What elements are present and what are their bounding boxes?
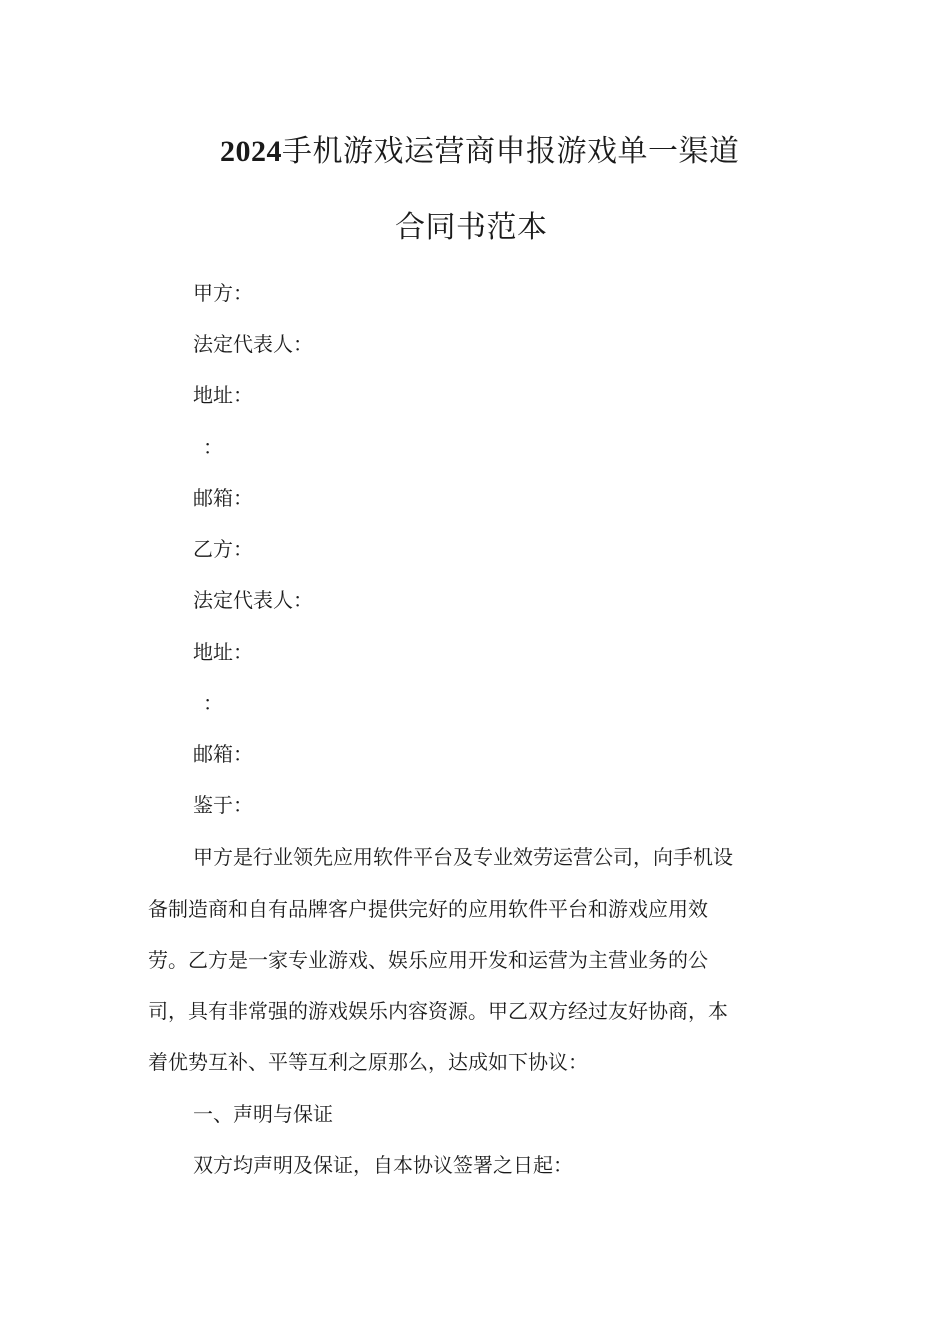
party-a-representative: 法定代表人： (193, 332, 313, 356)
party-a-email: 邮箱： (193, 486, 253, 510)
section-1-heading: 一、声明与保证 (193, 1102, 333, 1126)
party-b-email: 邮箱： (193, 742, 253, 766)
section-1-text: 双方均声明及保证，自本协议签署之日起： (193, 1153, 573, 1177)
intro-paragraph-line: 司，具有非常强的游戏娱乐内容资源。甲乙双方经过友好协商，本 (148, 999, 728, 1023)
party-a-label: 甲方： (193, 281, 253, 305)
title-year: 2024 (220, 135, 282, 168)
title-text: 手机游戏运营商申报游戏单一渠道 (282, 134, 740, 169)
intro-paragraph-line: 备制造商和自有品牌客户提供完好的应用软件平台和游戏应用效 (148, 897, 708, 921)
party-b-representative: 法定代表人： (193, 588, 313, 612)
intro-paragraph-line: 劳。乙方是一家专业游戏、娱乐应用开发和运营为主营业务的公 (148, 948, 708, 972)
document-title-line-2: 合同书范本 (395, 210, 548, 245)
whereas-label: 鉴于： (193, 793, 253, 817)
party-a-address: 地址： (193, 383, 253, 407)
intro-paragraph-line: 甲方是行业领先应用软件平台及专业效劳运营公司，向手机设 (193, 845, 733, 869)
intro-paragraph-line: 着优势互补、平等互利之原那么，达成如下协议： (148, 1050, 588, 1074)
party-b-label: 乙方： (193, 537, 253, 561)
party-b-address: 地址： (193, 640, 253, 664)
document-title-line-1 (220, 126, 740, 170)
party-a-blank-field: ： (203, 435, 223, 459)
party-b-blank-field: ： (203, 691, 223, 715)
